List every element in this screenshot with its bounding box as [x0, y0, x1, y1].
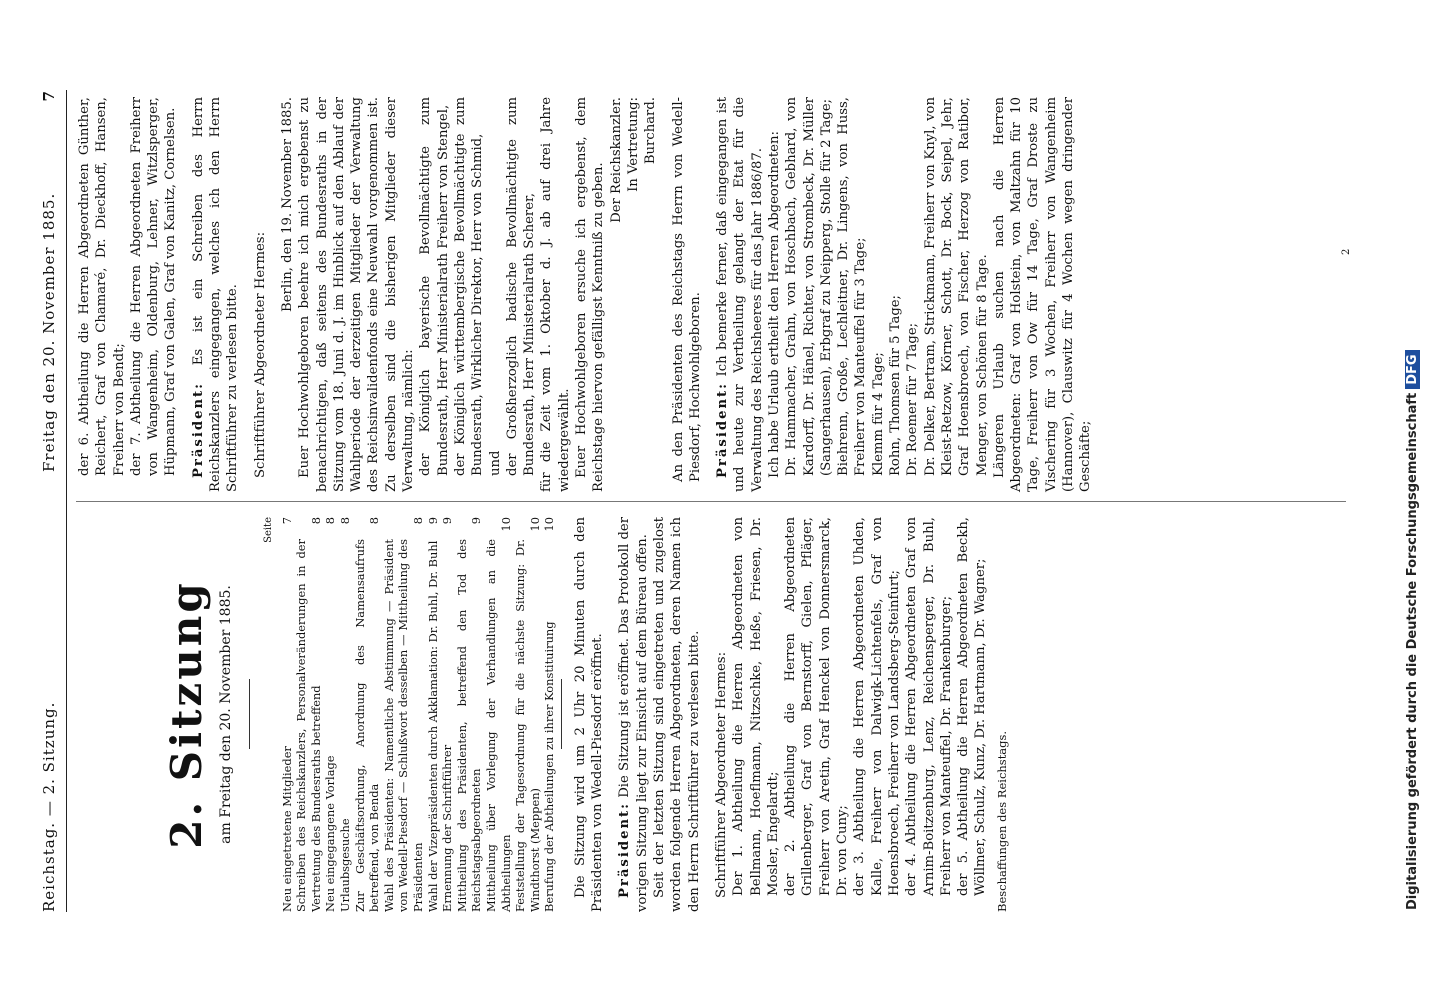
header-rule: [66, 90, 67, 912]
toc-entry: [426, 517, 441, 912]
toc-entry: [542, 517, 557, 912]
column-divider: [76, 501, 1346, 502]
president-label: Präsident:: [617, 801, 633, 898]
toc-entry-text: Schreiben des Reichskanzlers, Personalveränderungen in der Vertretung des Bundesraths betreffend: [294, 539, 323, 912]
signature-line-3: Burchard.: [643, 97, 659, 165]
abteilung-entry: der 2. Abtheilung die Herren Abgeordneten Grillenberger, Graf von Bernstorff, Gielen, Pfläger, Freiherr von Aretin, Graf Henckel von Donnersmarck, Dr. von Cuny;: [783, 517, 851, 896]
president-statement-1: Die Sitzung ist eröffnet. Das Protokoll der vorigen Sitzung liegt zur Einsicht auf dem Büreau offen.: [617, 517, 650, 912]
toc-entry-page: 9: [469, 517, 484, 525]
footer-text: Digitalisierung gefördert durch die Deutsche Forschungsgemeinschaft: [1405, 392, 1420, 910]
toc-entry-page: 8: [337, 517, 352, 525]
toc-entry-page: 8: [323, 517, 338, 525]
session-title: 2. Sitzung: [162, 580, 211, 849]
president-label-3: Präsident:: [715, 381, 731, 478]
letter-close: Euer Hochwohlgeboren ersuche ich ergebenst, dem Reichstage hiervon gefälligst Kenntniß zu geben.: [574, 97, 607, 492]
toc-entry-page: 9: [425, 517, 440, 525]
toc-entry-text: Wahl des Präsidenten: Namentliche Abstimmung — Präsident von Wedell-Piesdorf — Schlußwort desselben — Mittheilung des Präsidenten: [381, 539, 425, 912]
toc-entry-text: Urlaubsgesuche: [337, 818, 352, 912]
president-statement-2: Seit der letzten Sitzung sind eingetreten und zugelost worden folgende Herren Abgeordneten, deren Namen ich den Herrn Schriftführer zu verlesen bitte.: [652, 517, 702, 912]
letter-member-entry: der Großherzoglich badische Bevollmächtigte zum Bundesrath, Herr Ministerialrath Scherer,: [504, 97, 538, 476]
toc-entry-page: 8: [410, 517, 425, 525]
abteilung-entry: Der 1. Abtheilung die Herren Abgeordneten von Bellmann, Hoeflmann, Nitzschke, Heße, Friesen, Dr. Mosler, Engelardt;: [731, 517, 781, 896]
table-of-contents: [280, 517, 557, 912]
urlaub-entry: Biehrenn, Große, Lechleitner, Dr. Lingens, von Huss, Freiherr von Manteuffel für 3 Tage;: [836, 97, 869, 476]
abteilung-entry: der 5. Abtheilung die Herren Abgeordneten Beckh, Wöllmer, Schulz, Kunz, Dr. Hartmann, Dr. Wagner;: [956, 517, 989, 896]
letter-member-entry: der Königlich bayerische Bevollmächtigte zum Bundesrath, Herr Ministerialrath Freiherr von Stengel,: [418, 97, 451, 476]
toc-entry: [294, 517, 323, 912]
toc-entry-page: 10: [498, 517, 513, 532]
urlaub-entry: Klemm für 4 Tage;: [870, 352, 886, 476]
running-head-left: Reichstag. — 2. Sitzung.: [40, 701, 58, 912]
right-column: [76, 97, 1095, 492]
abteilung-entry: der 3. Abtheilung die Herren Abgeordneten Uhden, Kalle, Freiherr von Dalwigk-Lichtenfels, Graf von Hoensbroech, Freiherr von Landsberg-Steinfurt;: [852, 517, 902, 896]
urlaub-entry: Dr. Delker, Bertram, Strickmann, Freiherr von Knyl, von Kleist-Retzow, Körner, Schott, Dr. Bock, Seipel, Jehr, Graf Hoensbroech, von Fischer, Herzog von Ratibor, Menger, von Schönen für 8 Tage.: [922, 97, 990, 476]
letter-member-entry: der Königlich württembergische Bevollmächtigte zum Bundesrath, Wirklicher Direktor, Herr von Schmid,: [452, 97, 486, 476]
abteilung-entry: der 6. Abtheilung die Herren Abgeordneten Günther, Reichert, Graf von Chamaré, Dr. Dieckhoff, Hansen, Freiherr von Bendt;: [77, 97, 127, 476]
session-date: am Freitag den 20. November 1885.: [218, 585, 234, 844]
toc-entry: [455, 517, 484, 912]
left-column: [76, 517, 1011, 912]
toc-entry-page: 9: [440, 517, 455, 525]
abteilungen-list: [730, 517, 989, 912]
toc-entry-page: 10: [542, 517, 557, 532]
toc-entry-text: Wahl der Vizepräsidenten durch Akklamation: Dr. Buhl, Dr. Buhl: [425, 540, 440, 912]
dfg-logo: DFG: [1405, 350, 1420, 388]
signature-line-1: Der Reichskanzler.: [608, 97, 624, 223]
urlaub-entry: Rohn, Thomsen für 5 Tage;: [888, 294, 904, 476]
letter-tail: für die Zeit vom 1. Oktober d. J. ab auf drei Jahre wiedergewählt.: [539, 97, 572, 492]
toc-page-label: Seite: [263, 517, 275, 543]
toc-entry: [280, 517, 295, 912]
laengerer-urlaub: Längeren Urlaub suchen nach die Herren Abgeordneten: Graf von Holstein, von Maltzahn für 10 Tage, Freiherr von Ow für 14 Tage, Graf Droste zu Vischering für 3 Wochen, Freiherr von Wangenheim (Hannover), Clauswitz für 4 Wochen wegen dringender Geschäfte;: [991, 97, 1094, 492]
toc-entry-text: Neu eingetretene Mitglieder: [279, 746, 294, 912]
toc-entry-page: 8: [367, 517, 382, 525]
toc-rule: [561, 680, 562, 750]
schriftfuehrer-label: Schriftführer Abgeordneter Hermes:: [713, 651, 729, 898]
toc-entry-page: 10: [527, 517, 542, 532]
toc-entry: [513, 517, 542, 912]
toc-entry-page: 8: [308, 517, 323, 525]
opening-paragraph: Die Sitzung wird um 2 Uhr 20 Minuten durch den Präsidenten von Wedell-Piesdorf eröffnet.: [572, 517, 606, 912]
urlaub-entry: Dr. Roemer für 7 Tage;: [905, 322, 921, 476]
toc-entry-text: Feststellung der Tagesordnung für die nächste Sitzung: Dr. Windthorst (Meppen): [513, 539, 542, 912]
signature-line-2: In Vertretung:: [625, 97, 641, 192]
toc-entry-text: Mittheilung des Präsidenten, betreffend den Tod des Reichstagsabgeordneten: [454, 539, 484, 912]
title-rule: [249, 680, 250, 750]
letter-recipient: An den Präsidenten des Reichstags Herrn von Wedell-Piesdorf, Hochwohlgeboren.: [670, 97, 703, 482]
toc-entry-page: 7: [279, 517, 294, 525]
toc-entry-text: Mittheilung über Vorlegung der Verhandlungen an die Abtheilungen: [483, 539, 513, 912]
running-head: [40, 90, 64, 912]
abteilung-entry: der 7. Abtheilung die Herren Abgeordneten Freiherr von Wangenheim, Oldenburg, Lehner, Witzlsperger, Hüpmann, Graf von Galen, Graf von Kanitz, Cornelsen.: [128, 97, 179, 476]
letter-place-date: Berlin, den 19. November 1885.: [279, 97, 295, 312]
toc-entry: [323, 517, 338, 912]
letter-members-list: [417, 97, 538, 492]
abteilung-entry: der 4. Abtheilung die Herren Abgeordneten Graf von Arnim-Boitzenburg, Lenz, Reichensperger, Dr. Buhl, Freiherr von Manteuffel, Dr. Frankenburger;: [904, 517, 954, 896]
president-label-2: Präsident:: [190, 381, 206, 478]
toc-entry-text: Neu eingegangene Vorlage: [323, 755, 338, 912]
toc-entry-text: Ernennung der Schriftführer: [440, 744, 455, 912]
president-statement-4: Ich bemerke ferner, daß eingegangen ist und heute zur Vertheilung gelangt der Etat für die Verwaltung des Reichsheeres für das Jahr 1886/87.: [715, 97, 765, 492]
page-number: 7: [40, 90, 58, 102]
president-statement-3: Es ist ein Schreiben des Herrn Reichskanzlers eingegangen, welches ich den Herrn Schriftführer zu verlesen bitte.: [190, 97, 241, 492]
toc-entry-text: Berufung der Abtheilungen zu ihrer Konstituirung: [542, 621, 557, 912]
digitization-footer: [1405, 0, 1420, 910]
toc-entry: [382, 517, 426, 912]
running-head-date: Freitag den 20. November 1885.: [40, 192, 58, 472]
urlaub-list: [783, 97, 991, 492]
letter-body: Euer Hochwohlgeboren beehre ich mich ergebenst zu benachrichtigen, daß seitens des Bundesraths in der Sitzung vom 18. Juni d. J. im Hinblick auf den Ablauf der Wahlperiode der derzeitigen Mitglieder der Verwaltung des Reichsinvalidenfonds eine Neuwahl vorgenommen ist. Zu derselben sind die bisherigen Mitglieder dieser Verwaltung, nämlich:: [297, 97, 417, 492]
letter-member-entry: und: [487, 450, 503, 476]
toc-entry-text: Zur Geschäftsordnung, Anordnung des Namensaufrufs betreffend, von Benda: [352, 539, 382, 912]
page-small-number: 2: [1341, 248, 1352, 255]
schriftfuehrer-label-2: Schriftführer Abgeordneter Hermes:: [252, 231, 268, 478]
urlaub-entry: Dr. Hammacher, Grahn, von Hoschbach, Gebhard, von Kardorff, Dr. Hänel, Richter, von Strombeck, Dr. Müller (Sangerhausen), Erbgraf zu Neipperg, Stolle für 2 Tage;: [784, 97, 834, 476]
toc-entry: [484, 517, 513, 912]
note: Beschaffungen des Reichstags.: [994, 730, 1009, 912]
toc-entry: [440, 517, 455, 912]
urlaub-intro: Ich habe Urlaub ertheilt den Herren Abgeordneten:: [766, 131, 782, 478]
toc-entry: [338, 517, 353, 912]
toc-entry: [353, 517, 382, 912]
abteilungen-list-continued: [76, 97, 180, 492]
